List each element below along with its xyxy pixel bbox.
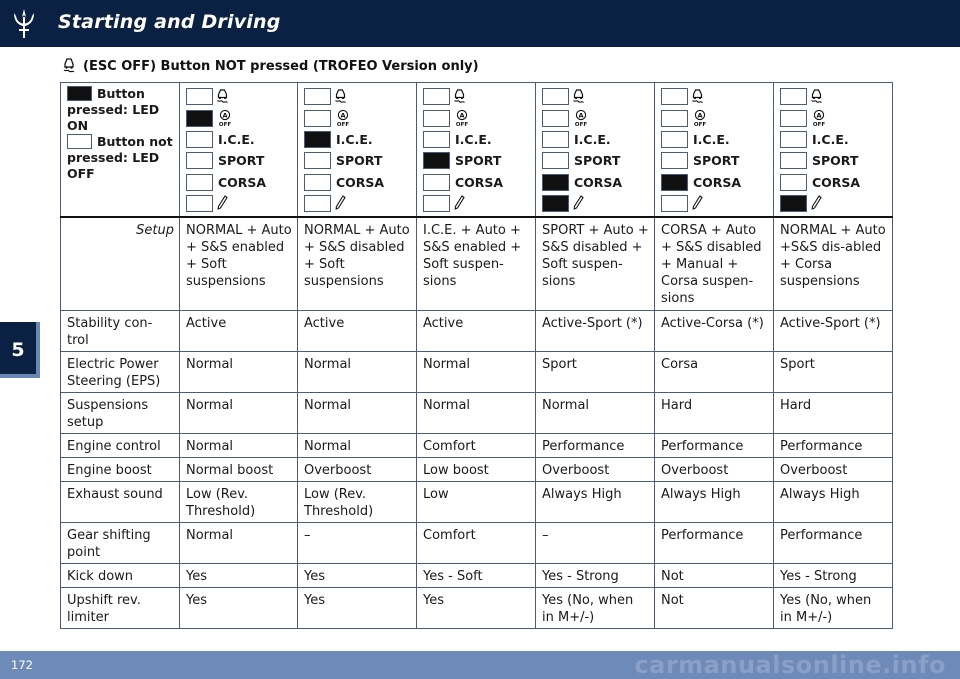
esc-car-icon — [334, 89, 347, 104]
esc-off-led — [304, 110, 331, 127]
table-cell: Overboost — [774, 457, 893, 481]
indicator-label: CORSA — [693, 174, 742, 190]
indicator-label: CORSA — [336, 174, 385, 190]
table-cell: Sport — [536, 351, 655, 392]
indicator-line — [423, 172, 530, 193]
table-cell: Hard — [774, 392, 893, 433]
table-cell: Normal — [536, 392, 655, 433]
table-row — [61, 392, 893, 433]
indicator-label: CORSA — [574, 174, 623, 190]
indicator-cell — [536, 83, 655, 218]
table-cell: Yes - Strong — [774, 563, 893, 587]
table-cell: Sport — [774, 351, 893, 392]
indicator-label: SPORT — [574, 153, 621, 169]
esc-car-icon — [216, 89, 229, 104]
esc-car-icon — [453, 89, 466, 104]
led-on-swatch — [67, 86, 92, 101]
indicator-line — [661, 150, 768, 171]
indicator-box — [304, 88, 331, 105]
table-cell: Low — [417, 481, 536, 522]
table-cell: Comfort — [417, 522, 536, 563]
svg-text:OFF: OFF — [218, 122, 232, 128]
auto-off-icon — [216, 109, 234, 127]
table-cell: Active-Sport (*) — [774, 310, 893, 351]
table-cell: Hard — [655, 392, 774, 433]
indicator-label: CORSA — [455, 174, 504, 190]
manual-led — [304, 195, 331, 212]
indicator-cell — [298, 83, 417, 218]
svg-text:A: A — [340, 111, 346, 120]
indicator-line — [661, 129, 768, 150]
sport-led — [186, 152, 213, 169]
indicator-line — [780, 172, 887, 193]
table-cell: Comfort — [417, 433, 536, 457]
table-cell: Low (Rev. Threshold) — [180, 481, 298, 522]
indicator-label: CORSA — [812, 174, 861, 190]
table-row — [61, 310, 893, 351]
row-label: Setup — [61, 217, 180, 310]
table-cell: Active-Corsa (*) — [655, 310, 774, 351]
table-row — [61, 481, 893, 522]
page-header — [0, 0, 960, 47]
table-cell: Yes — [180, 563, 298, 587]
ice-led — [304, 131, 331, 148]
indicator-line — [186, 129, 292, 150]
indicator-line — [186, 172, 292, 193]
table-row — [61, 217, 893, 310]
indicator-line — [423, 193, 530, 214]
indicator-header-row — [61, 83, 893, 218]
drive-mode-table — [60, 82, 893, 629]
indicator-label: I.C.E. — [693, 131, 730, 147]
table-cell: SPORT + Auto + S&S disabled + Soft suspen-sions — [536, 217, 655, 310]
svg-text:OFF: OFF — [693, 122, 707, 128]
indicator-line — [780, 107, 887, 128]
esc-off-led — [661, 110, 688, 127]
indicator-line — [542, 172, 649, 193]
table-cell: Always High — [655, 481, 774, 522]
indicator-line — [304, 129, 411, 150]
row-label: Electric Power Steering (EPS) — [61, 351, 180, 392]
indicator-label: I.C.E. — [336, 131, 373, 147]
table-cell: Normal — [180, 351, 298, 392]
esc-car-icon — [810, 89, 823, 104]
table-cell: Yes — [298, 563, 417, 587]
table-cell: Overboost — [298, 457, 417, 481]
row-label: Upshift rev. limiter — [61, 587, 180, 628]
row-label: Exhaust sound — [61, 481, 180, 522]
sport-led — [780, 152, 807, 169]
subheading — [62, 58, 479, 74]
table-cell: Normal boost — [180, 457, 298, 481]
svg-text:A: A — [816, 111, 822, 120]
table-row — [61, 457, 893, 481]
ice-led — [542, 131, 569, 148]
table-cell: Yes — [298, 587, 417, 628]
table-cell: – — [536, 522, 655, 563]
table-cell: Normal — [417, 351, 536, 392]
section-title: Starting and Driving — [58, 11, 281, 33]
table-cell: NORMAL + Auto + S&S enabled + Soft suspensions — [180, 217, 298, 310]
indicator-line — [304, 150, 411, 171]
indicator-cell — [417, 83, 536, 218]
indicator-box — [423, 88, 450, 105]
esc-off-led — [780, 110, 807, 127]
table-cell: Performance — [655, 433, 774, 457]
indicator-box — [186, 88, 213, 105]
indicator-line — [186, 107, 292, 128]
table-cell: Performance — [774, 433, 893, 457]
table-cell: Active — [417, 310, 536, 351]
indicator-cell — [655, 83, 774, 218]
corsa-led — [661, 174, 688, 191]
indicator-line — [186, 150, 292, 171]
table-cell: Normal — [298, 392, 417, 433]
indicator-box — [661, 88, 688, 105]
table-cell: Normal — [417, 392, 536, 433]
table-row — [61, 563, 893, 587]
table-cell: Normal — [180, 433, 298, 457]
row-label: Suspensions setup — [61, 392, 180, 433]
table-cell: Performance — [774, 522, 893, 563]
corsa-led — [423, 174, 450, 191]
esc-car-icon — [572, 89, 585, 104]
indicator-box — [780, 88, 807, 105]
indicator-label: SPORT — [218, 153, 265, 169]
table-cell: Performance — [655, 522, 774, 563]
table-cell: Yes - Soft — [417, 563, 536, 587]
indicator-label: SPORT — [455, 153, 502, 169]
table-cell: Active — [180, 310, 298, 351]
led-off-swatch — [67, 134, 92, 149]
table-cell: Not — [655, 563, 774, 587]
page-footer — [0, 651, 960, 679]
indicator-line — [780, 150, 887, 171]
table-cell: Performance — [536, 433, 655, 457]
indicator-label: SPORT — [336, 153, 383, 169]
legend-pressed: Button pressed: LED ON — [67, 86, 160, 133]
table-row — [61, 522, 893, 563]
table-cell: Normal — [180, 522, 298, 563]
auto-off-icon — [810, 109, 828, 127]
indicator-line — [661, 107, 768, 128]
table-cell: Low boost — [417, 457, 536, 481]
indicator-line — [542, 129, 649, 150]
manual-led — [423, 195, 450, 212]
esc-car-icon — [691, 89, 704, 104]
table-row — [61, 433, 893, 457]
manual-shift-icon — [453, 195, 465, 212]
table-cell: CORSA + Auto + S&S disabled + Manual + Corsa suspen-sions — [655, 217, 774, 310]
row-label: Gear shifting point — [61, 522, 180, 563]
table-cell: Yes - Strong — [536, 563, 655, 587]
table-cell: NORMAL + Auto +S&S dis-abled + Corsa suspensions — [774, 217, 893, 310]
svg-text:OFF: OFF — [812, 122, 826, 128]
table-cell: Low (Rev. Threshold) — [298, 481, 417, 522]
table-cell: Yes (No, when in M+/-) — [536, 587, 655, 628]
corsa-led — [542, 174, 569, 191]
esc-off-led — [186, 110, 213, 127]
svg-text:A: A — [697, 111, 703, 120]
indicator-line — [542, 150, 649, 171]
indicator-line — [423, 129, 530, 150]
manual-led — [661, 195, 688, 212]
table-cell: Always High — [536, 481, 655, 522]
indicator-line — [780, 86, 887, 107]
ice-led — [423, 131, 450, 148]
auto-off-icon — [453, 109, 471, 127]
manual-led — [186, 195, 213, 212]
table-cell: Active-Sport (*) — [536, 310, 655, 351]
indicator-label: I.C.E. — [455, 131, 492, 147]
row-label: Engine boost — [61, 457, 180, 481]
table-cell: Normal — [298, 433, 417, 457]
row-label: Engine control — [61, 433, 180, 457]
ice-led — [780, 131, 807, 148]
indicator-cell — [180, 83, 298, 218]
indicator-line — [542, 193, 649, 214]
corsa-led — [780, 174, 807, 191]
auto-off-icon — [572, 109, 590, 127]
chapter-tab — [0, 322, 40, 378]
svg-text:A: A — [222, 111, 228, 120]
table-cell: Overboost — [536, 457, 655, 481]
table-cell: NORMAL + Auto + S&S disabled + Soft suspensions — [298, 217, 417, 310]
sport-led — [304, 152, 331, 169]
manual-led — [780, 195, 807, 212]
table-cell: Overboost — [655, 457, 774, 481]
subheading-text: (ESC OFF) Button NOT pressed (TROFEO Version only) — [83, 58, 479, 74]
indicator-label: SPORT — [812, 153, 859, 169]
esc-off-led — [423, 110, 450, 127]
indicator-line — [423, 150, 530, 171]
corsa-led — [186, 174, 213, 191]
indicator-label: SPORT — [693, 153, 740, 169]
table-cell: I.C.E. + Auto + S&S enabled + Soft suspen-sions — [417, 217, 536, 310]
indicator-line — [304, 172, 411, 193]
row-label: Kick down — [61, 563, 180, 587]
watermark: carmanualsonline.info — [634, 651, 946, 679]
trident-logo-icon — [8, 7, 40, 41]
legend-cell — [61, 83, 180, 218]
auto-off-icon — [691, 109, 709, 127]
indicator-line — [780, 193, 887, 214]
indicator-label: I.C.E. — [574, 131, 611, 147]
ice-led — [186, 131, 213, 148]
manual-shift-icon — [810, 195, 822, 212]
esc-off-led — [542, 110, 569, 127]
indicator-line — [304, 86, 411, 107]
svg-text:OFF: OFF — [574, 122, 588, 128]
indicator-line — [780, 129, 887, 150]
table-cell: Not — [655, 587, 774, 628]
manual-shift-icon — [572, 195, 584, 212]
indicator-line — [186, 193, 292, 214]
svg-text:OFF: OFF — [336, 122, 350, 128]
auto-off-icon — [334, 109, 352, 127]
sport-led — [423, 152, 450, 169]
table-cell: Yes — [417, 587, 536, 628]
indicator-cell — [774, 83, 893, 218]
header-divider — [48, 47, 960, 50]
corsa-led — [304, 174, 331, 191]
indicator-line — [661, 193, 768, 214]
manual-shift-icon — [216, 195, 228, 212]
table-cell: Normal — [298, 351, 417, 392]
table-cell: Yes (No, when in M+/-) — [774, 587, 893, 628]
sport-led — [661, 152, 688, 169]
page-number: 172 — [11, 658, 33, 672]
sport-led — [542, 152, 569, 169]
indicator-label: I.C.E. — [812, 131, 849, 147]
indicator-line — [542, 107, 649, 128]
svg-text:A: A — [459, 111, 465, 120]
table-cell: Corsa — [655, 351, 774, 392]
ice-led — [661, 131, 688, 148]
table-cell: Normal — [180, 392, 298, 433]
indicator-line — [423, 86, 530, 107]
indicator-line — [186, 86, 292, 107]
legend-not-pressed: Button not pressed: LED OFF — [67, 134, 173, 181]
manual-led — [542, 195, 569, 212]
chapter-number: 5 — [11, 339, 25, 361]
table-cell: Always High — [774, 481, 893, 522]
indicator-label: I.C.E. — [218, 131, 255, 147]
table-cell: – — [298, 522, 417, 563]
svg-text:OFF: OFF — [455, 122, 469, 128]
table-cell: Yes — [180, 587, 298, 628]
table-cell: Active — [298, 310, 417, 351]
row-label: Stability con-trol — [61, 310, 180, 351]
table-row — [61, 351, 893, 392]
table-row — [61, 587, 893, 628]
indicator-line — [304, 107, 411, 128]
manual-shift-icon — [334, 195, 346, 212]
indicator-line — [542, 86, 649, 107]
indicator-line — [661, 172, 768, 193]
indicator-box — [542, 88, 569, 105]
esc-car-icon — [62, 58, 76, 74]
indicator-line — [423, 107, 530, 128]
svg-text:A: A — [578, 111, 584, 120]
manual-shift-icon — [691, 195, 703, 212]
indicator-label: CORSA — [218, 174, 267, 190]
indicator-line — [304, 193, 411, 214]
indicator-line — [661, 86, 768, 107]
